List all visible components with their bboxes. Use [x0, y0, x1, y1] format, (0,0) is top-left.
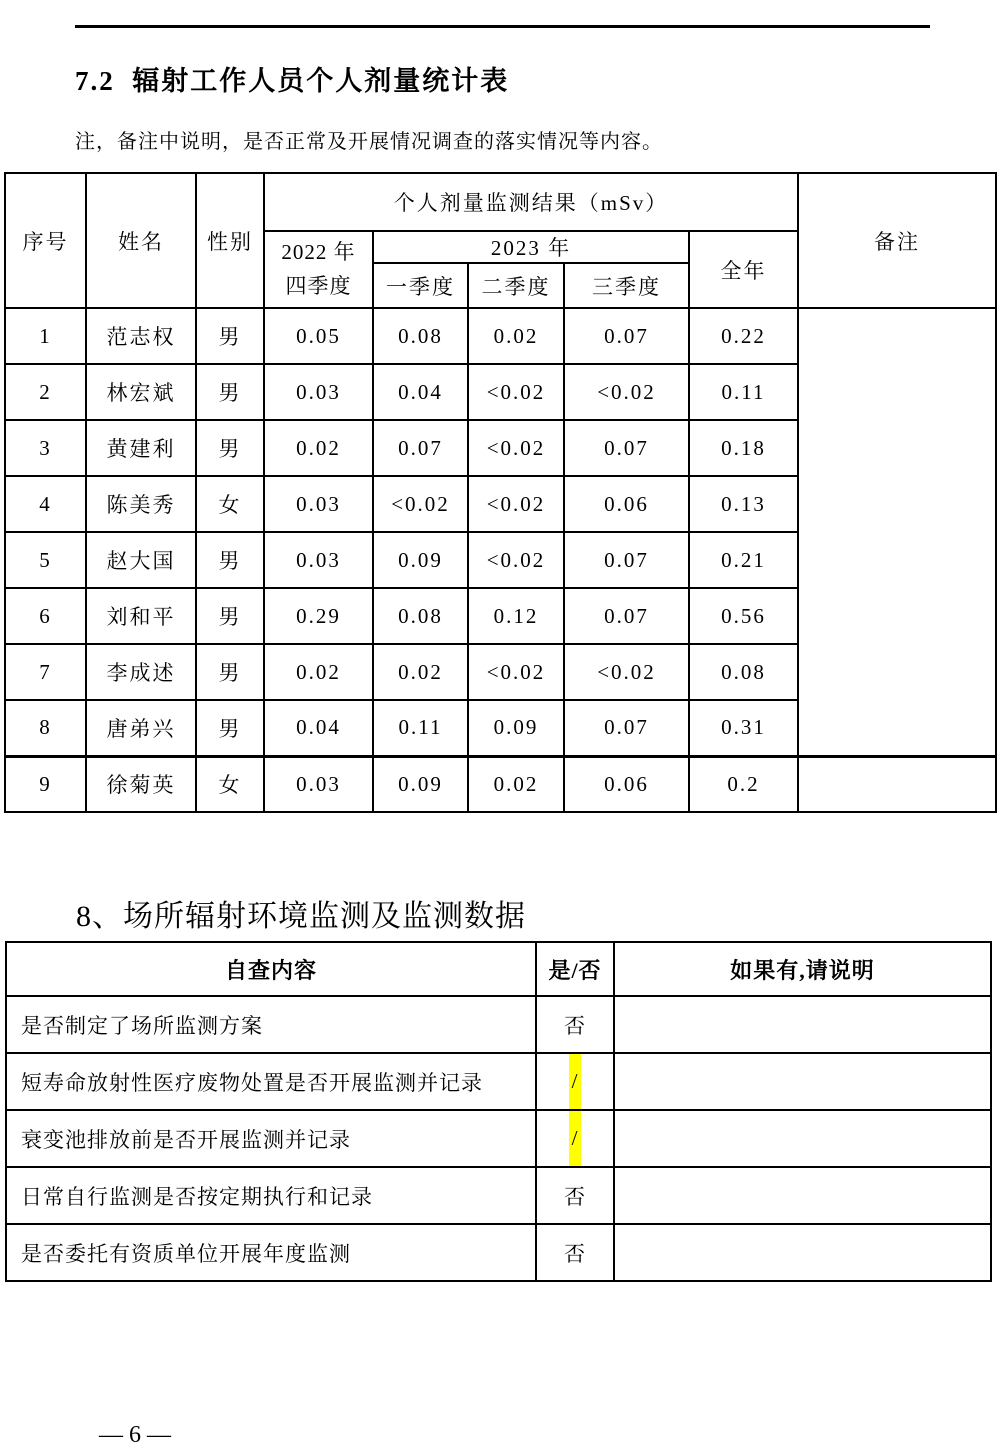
self-check-content-cell: 是否制定了场所监测方案	[6, 996, 536, 1053]
yes-no-cell	[536, 996, 614, 1053]
col-header-q4-2022	[264, 231, 373, 308]
q2-cell: 0.09	[468, 700, 564, 756]
answer-text: 否	[564, 1241, 586, 1266]
self-check-content-cell: 衰变池排放前是否开展监测并记录	[6, 1110, 536, 1167]
q4-2022-cell: 0.02	[264, 420, 373, 476]
q2-cell: <0.02	[468, 364, 564, 420]
col-header-remark: 备注	[798, 173, 996, 308]
monitoring-table-body	[6, 996, 991, 1281]
gender-cell: 男	[196, 364, 264, 420]
col-header-gender: 性别	[196, 173, 264, 308]
q4-2022-cell: 0.03	[264, 756, 373, 812]
q1-cell: 0.04	[373, 364, 468, 420]
self-check-content-cell: 短寿命放射性医疗废物处置是否开展监测并记录	[6, 1053, 536, 1110]
q3-cell: 0.07	[564, 308, 689, 364]
col-header-yes-no: 是/否	[536, 942, 614, 996]
page-number: — 6 —	[99, 1422, 171, 1448]
explain-cell	[614, 1053, 991, 1110]
index-cell: 2	[5, 364, 86, 420]
table-row	[5, 756, 996, 812]
name-cell: 刘和平	[86, 588, 196, 644]
q4-2022-cell: 0.03	[264, 476, 373, 532]
yes-no-cell	[536, 1224, 614, 1281]
index-cell: 8	[5, 700, 86, 756]
yes-no-cell	[536, 1053, 614, 1110]
gender-cell: 男	[196, 420, 264, 476]
name-cell: 李成述	[86, 644, 196, 700]
full-year-cell: 0.18	[689, 420, 798, 476]
col-header-result-group: 个人剂量监测结果（mSv）	[264, 173, 798, 231]
name-cell: 陈美秀	[86, 476, 196, 532]
full-year-cell: 0.56	[689, 588, 798, 644]
q3-cell: 0.07	[564, 420, 689, 476]
q4-2022-line2: 四季度	[285, 273, 352, 298]
name-cell: 徐菊英	[86, 756, 196, 812]
gender-cell: 女	[196, 476, 264, 532]
q2-cell: 0.02	[468, 308, 564, 364]
index-cell: 5	[5, 532, 86, 588]
name-cell: 赵大国	[86, 532, 196, 588]
remark-cell-merged	[798, 308, 996, 756]
answer-text: /	[571, 1126, 579, 1150]
col-header-name: 姓名	[86, 173, 196, 308]
table-row	[6, 1167, 991, 1224]
col-header-q3: 三季度	[564, 263, 689, 308]
dose-table-body	[5, 308, 996, 812]
monitoring-header-row	[6, 942, 991, 996]
col-header-explain: 如果有,请说明	[614, 942, 991, 996]
answer-text: 否	[564, 1184, 586, 1209]
q2-cell: 0.12	[468, 588, 564, 644]
table-row	[6, 1110, 991, 1167]
index-cell: 9	[5, 756, 86, 812]
q1-cell: 0.09	[373, 756, 468, 812]
yes-no-cell	[536, 1167, 614, 1224]
q3-cell: 0.07	[564, 588, 689, 644]
q4-2022-cell: 0.03	[264, 364, 373, 420]
name-cell: 唐弟兴	[86, 700, 196, 756]
dose-statistics-table	[4, 172, 997, 813]
gender-cell: 男	[196, 644, 264, 700]
q1-cell: 0.08	[373, 308, 468, 364]
col-header-self-check-content: 自查内容	[6, 942, 536, 996]
header-rule	[75, 25, 930, 28]
q2-cell: 0.02	[468, 756, 564, 812]
col-header-q2: 二季度	[468, 263, 564, 308]
q4-2022-cell: 0.02	[264, 644, 373, 700]
q4-2022-cell: 0.29	[264, 588, 373, 644]
self-check-content-cell: 是否委托有资质单位开展年度监测	[6, 1224, 536, 1281]
q4-2022-cell: 0.03	[264, 532, 373, 588]
full-year-cell: 0.08	[689, 644, 798, 700]
col-header-full-year: 全年	[689, 231, 798, 308]
q1-cell: <0.02	[373, 476, 468, 532]
full-year-cell: 0.22	[689, 308, 798, 364]
gender-cell: 男	[196, 532, 264, 588]
q4-2022-cell: 0.05	[264, 308, 373, 364]
name-cell: 林宏斌	[86, 364, 196, 420]
full-year-cell: 0.13	[689, 476, 798, 532]
table-row	[6, 1224, 991, 1281]
q1-cell: 0.11	[373, 700, 468, 756]
col-header-q1: 一季度	[373, 263, 468, 308]
q4-2022-line1: 2022 年	[281, 239, 356, 264]
remark-cell	[798, 756, 996, 812]
col-header-2023: 2023 年	[373, 231, 689, 263]
q2-cell: <0.02	[468, 532, 564, 588]
explain-cell	[614, 1224, 991, 1281]
table-note: 注，备注中说明，是否正常及开展情况调查的落实情况等内容。	[75, 131, 663, 153]
explain-cell	[614, 1110, 991, 1167]
q1-cell: 0.09	[373, 532, 468, 588]
section-title-8: 8、场所辐射环境监测及监测数据	[76, 900, 526, 933]
answer-text: /	[571, 1069, 579, 1093]
index-cell: 6	[5, 588, 86, 644]
table-row	[6, 1053, 991, 1110]
table-row	[6, 996, 991, 1053]
index-cell: 4	[5, 476, 86, 532]
index-cell: 3	[5, 420, 86, 476]
q2-cell: <0.02	[468, 420, 564, 476]
name-cell: 黄建利	[86, 420, 196, 476]
dose-header-row-1	[5, 173, 996, 231]
q2-cell: <0.02	[468, 476, 564, 532]
q3-cell: 0.06	[564, 756, 689, 812]
gender-cell: 男	[196, 588, 264, 644]
table-row	[5, 308, 996, 364]
section-title-7-2: 7.2 辐射工作人员个人剂量统计表	[75, 66, 510, 96]
q3-cell: 0.07	[564, 532, 689, 588]
full-year-cell: 0.11	[689, 364, 798, 420]
q4-2022-cell: 0.04	[264, 700, 373, 756]
col-header-index: 序号	[5, 173, 86, 308]
answer-text: 否	[564, 1013, 586, 1038]
gender-cell: 男	[196, 308, 264, 364]
site-monitoring-table	[5, 941, 992, 1282]
index-cell: 7	[5, 644, 86, 700]
yes-no-cell	[536, 1110, 614, 1167]
full-year-cell: 0.21	[689, 532, 798, 588]
name-cell: 范志权	[86, 308, 196, 364]
q3-cell: 0.07	[564, 700, 689, 756]
q3-cell: <0.02	[564, 644, 689, 700]
explain-cell	[614, 1167, 991, 1224]
self-check-content-cell: 日常自行监测是否按定期执行和记录	[6, 1167, 536, 1224]
gender-cell: 女	[196, 756, 264, 812]
q2-cell: <0.02	[468, 644, 564, 700]
full-year-cell: 0.31	[689, 700, 798, 756]
q3-cell: <0.02	[564, 364, 689, 420]
gender-cell: 男	[196, 700, 264, 756]
q1-cell: 0.08	[373, 588, 468, 644]
q3-cell: 0.06	[564, 476, 689, 532]
index-cell: 1	[5, 308, 86, 364]
q1-cell: 0.02	[373, 644, 468, 700]
q1-cell: 0.07	[373, 420, 468, 476]
full-year-cell: 0.2	[689, 756, 798, 812]
explain-cell	[614, 996, 991, 1053]
